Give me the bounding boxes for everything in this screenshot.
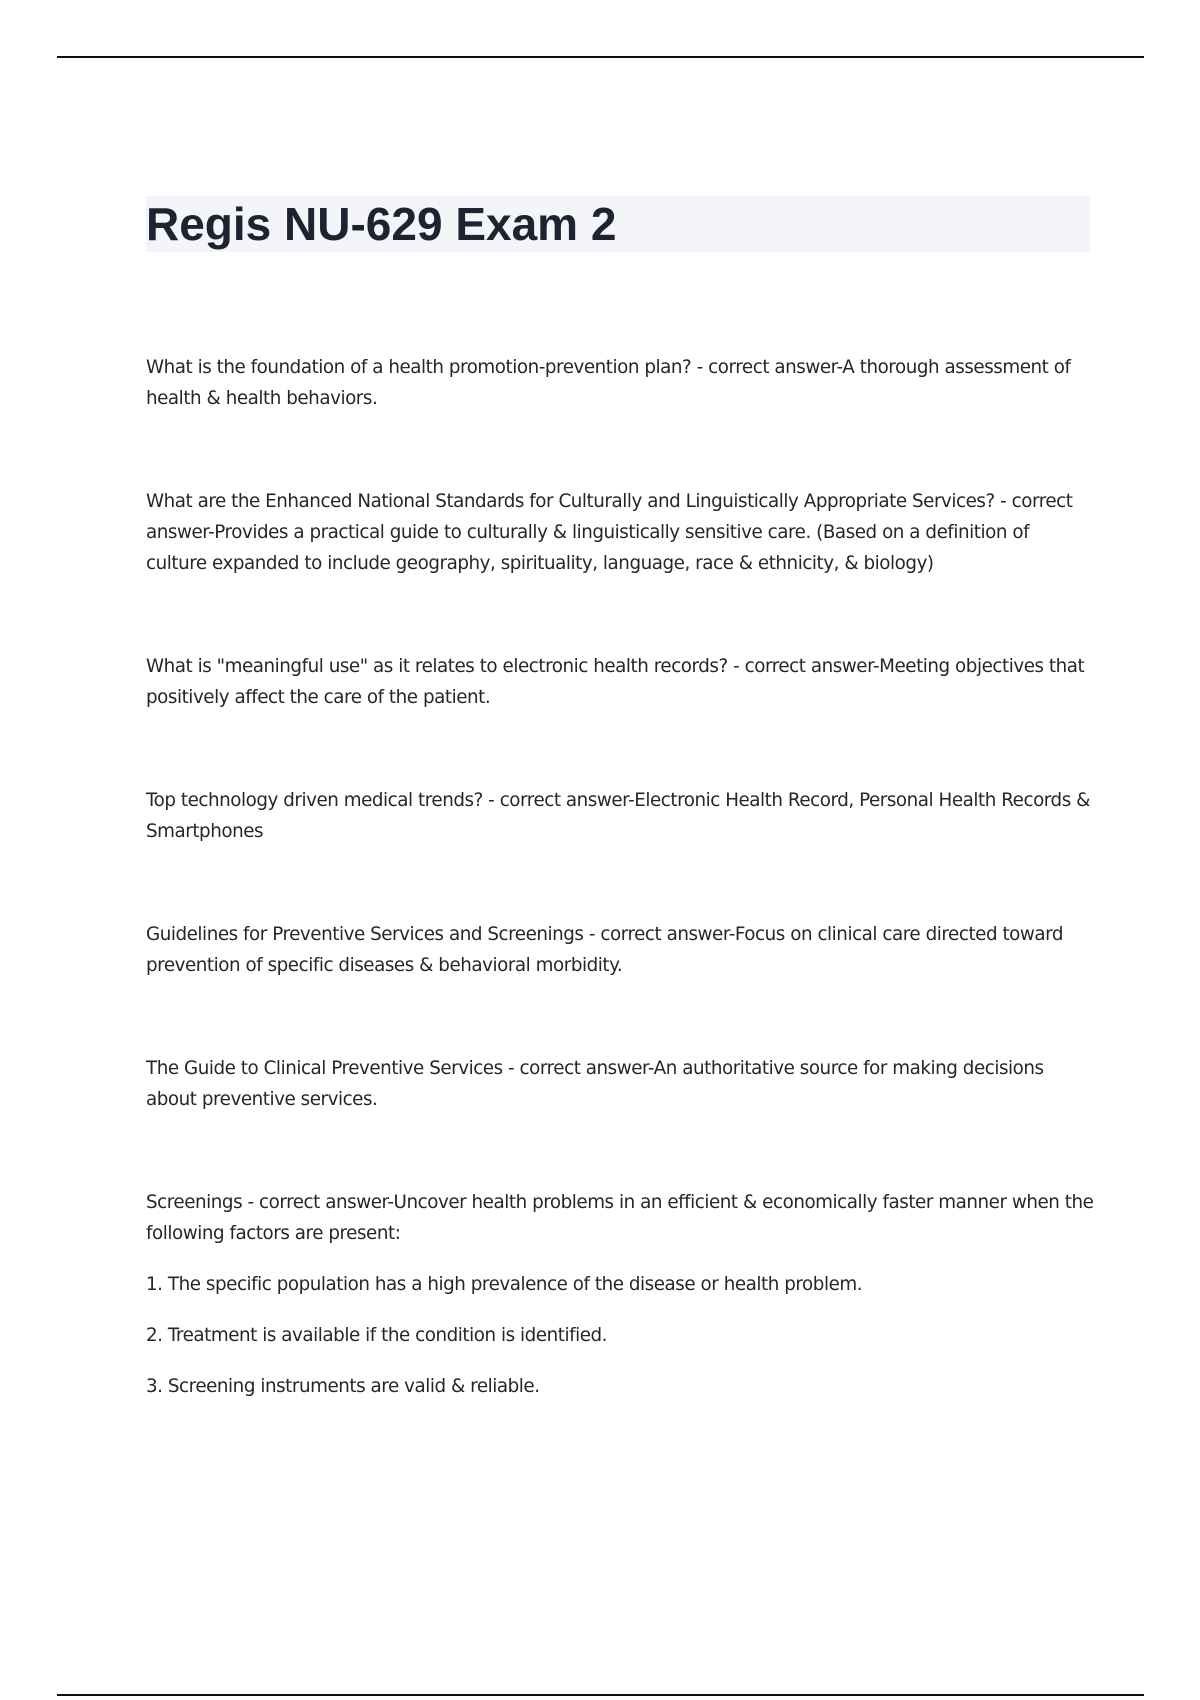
qa-entry: What is the foundation of a health promotion-prevention plan? - correct answer-A thorough assessment of health & health behaviors.: [146, 357, 1071, 409]
list-item: 3. Screening instruments are valid & reliable.: [146, 1376, 540, 1397]
top-divider: [57, 56, 1144, 58]
bottom-divider: [57, 1694, 1144, 1696]
qa-entry: Top technology driven medical trends? - correct answer-Electronic Health Record, Personal Health Records & Smartphones: [146, 790, 1090, 842]
screening-factors-list: [146, 1269, 1094, 1402]
qa-entry: Guidelines for Preventive Services and Screenings - correct answer-Focus on clinical care directed toward prevention of specific diseases & behavioral morbidity.: [146, 924, 1064, 976]
list-item: 1. The specific population has a high prevalence of the disease or health problem.: [146, 1274, 863, 1295]
qa-entry: The Guide to Clinical Preventive Services - correct answer-An authoritative source for making decisions about preventive services.: [146, 1058, 1044, 1110]
qa-entry: What is "meaningful use" as it relates to electronic health records? - correct answer-Meeting objectives that positively affect the care of the patient.: [146, 656, 1085, 708]
qa-entry: Screenings - correct answer-Uncover health problems in an efficient & economically faster manner when the following factors are present:: [146, 1192, 1094, 1244]
list-item: 2. Treatment is available if the condition is identified.: [146, 1325, 608, 1346]
document-title: Regis NU-629 Exam 2: [146, 198, 617, 250]
qa-content: [146, 352, 1094, 1422]
qa-entry: What are the Enhanced National Standards for Culturally and Linguistically Appropriate Services? - correct answer-Provides a practical guide to culturally & linguistically sensitive care. (Based on a definition of culture expanded to include geography, spirituality, language, race & ethnicity, & biology): [146, 491, 1073, 574]
